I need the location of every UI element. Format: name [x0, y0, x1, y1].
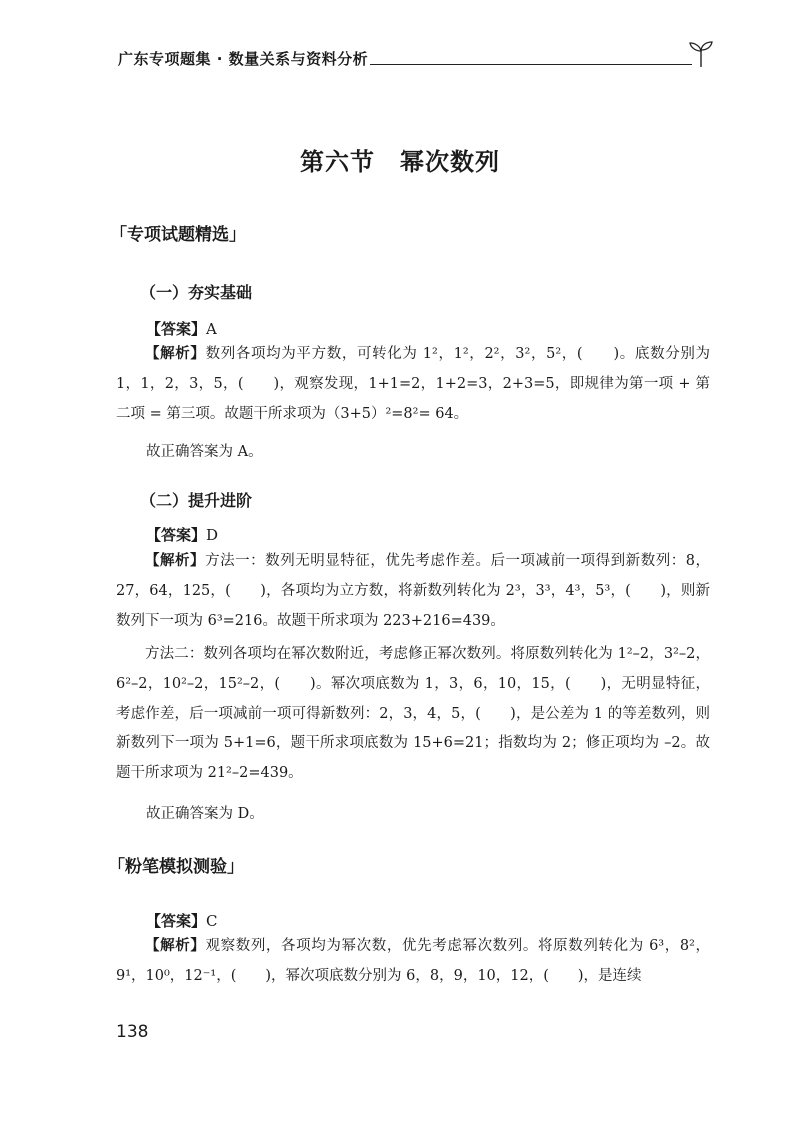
conclusion-1: 故正确答案为 A。	[146, 444, 263, 460]
analysis-tag: 【解析】	[145, 938, 206, 954]
conclusion-2: 故正确答案为 D。	[146, 806, 264, 822]
part-heading-basic: （一）夯实基础	[140, 283, 253, 302]
answer-line-1	[146, 318, 217, 339]
header-rule	[370, 64, 692, 65]
analysis-paragraph-3	[116, 932, 710, 992]
method-one-text: 方法一：数列无明显特征，优先考虑作差。后一项减前一项得到新数列：8，27，64，125，( )，各项均为立方数，将新数列转化为 2³，3³，4³，5³，( )，则新数列下一项为 6³=216。故题干所求项为 223+216=439。	[116, 553, 710, 629]
answer-tag: 【答案】	[146, 912, 207, 930]
sprout-icon	[688, 40, 714, 68]
analysis-text: 数列各项均为平方数，可转化为 1²，1²，2²，3²，5²，( )。底数分别为 1，1，2，3，5，( )，观察发现，1+1=2，1+2=3，2+3=5，即规律为第一项 + 第二项 = 第三项。故题干所求项为（3+5）²=8²= 64。	[116, 346, 710, 422]
analysis-tag: 【解析】	[145, 553, 206, 569]
answer-value: A	[206, 320, 217, 338]
answer-line-3	[146, 910, 218, 931]
page-number: 138	[116, 1022, 149, 1042]
method-two-text: 方法二：数列各项均在幂次数附近，考虑修正幂次数列。将原数列转化为 1²–2，3²–2，6²–2，10²–2，15²–2，( )。幂次项底数为 1，3，6，10，15，( )，无明显特征，考虑作差，后一项减前一项可得新数列：2，3，4，5，( )，是公差为 1 的等差数列，则新数列下一项为 5+1=6，题干所求项底数为 15+6=21；指数均为 2；修正项均为 –2。故题干所求项为 21²–2=439。	[116, 646, 710, 782]
answer-line-2	[146, 524, 218, 545]
section-title: 第六节 幂次数列	[300, 148, 500, 176]
category-heading-mock-test: 「粉笔模拟测验」	[108, 857, 244, 877]
analysis-paragraph-2b	[116, 640, 710, 789]
analysis-paragraph-2a	[116, 547, 710, 636]
answer-value: C	[206, 912, 218, 930]
answer-tag: 【答案】	[146, 526, 207, 544]
analysis-paragraph-1	[116, 340, 710, 429]
category-heading-practice: 「专项试题精选」	[110, 225, 246, 245]
analysis-tag: 【解析】	[145, 346, 206, 362]
running-header-title: 广东专项题集 · 数量关系与资料分析	[118, 50, 369, 68]
analysis-text: 观察数列，各项均为幂次数，优先考虑幂次数列。将原数列转化为 6³，8²，9¹，10⁰，12⁻¹，( )，幂次项底数分别为 6，8，9，10，12，( )，是连续	[116, 938, 710, 984]
answer-tag: 【答案】	[146, 320, 207, 338]
part-heading-advanced: （二）提升进阶	[140, 491, 253, 510]
answer-value: D	[206, 526, 219, 544]
